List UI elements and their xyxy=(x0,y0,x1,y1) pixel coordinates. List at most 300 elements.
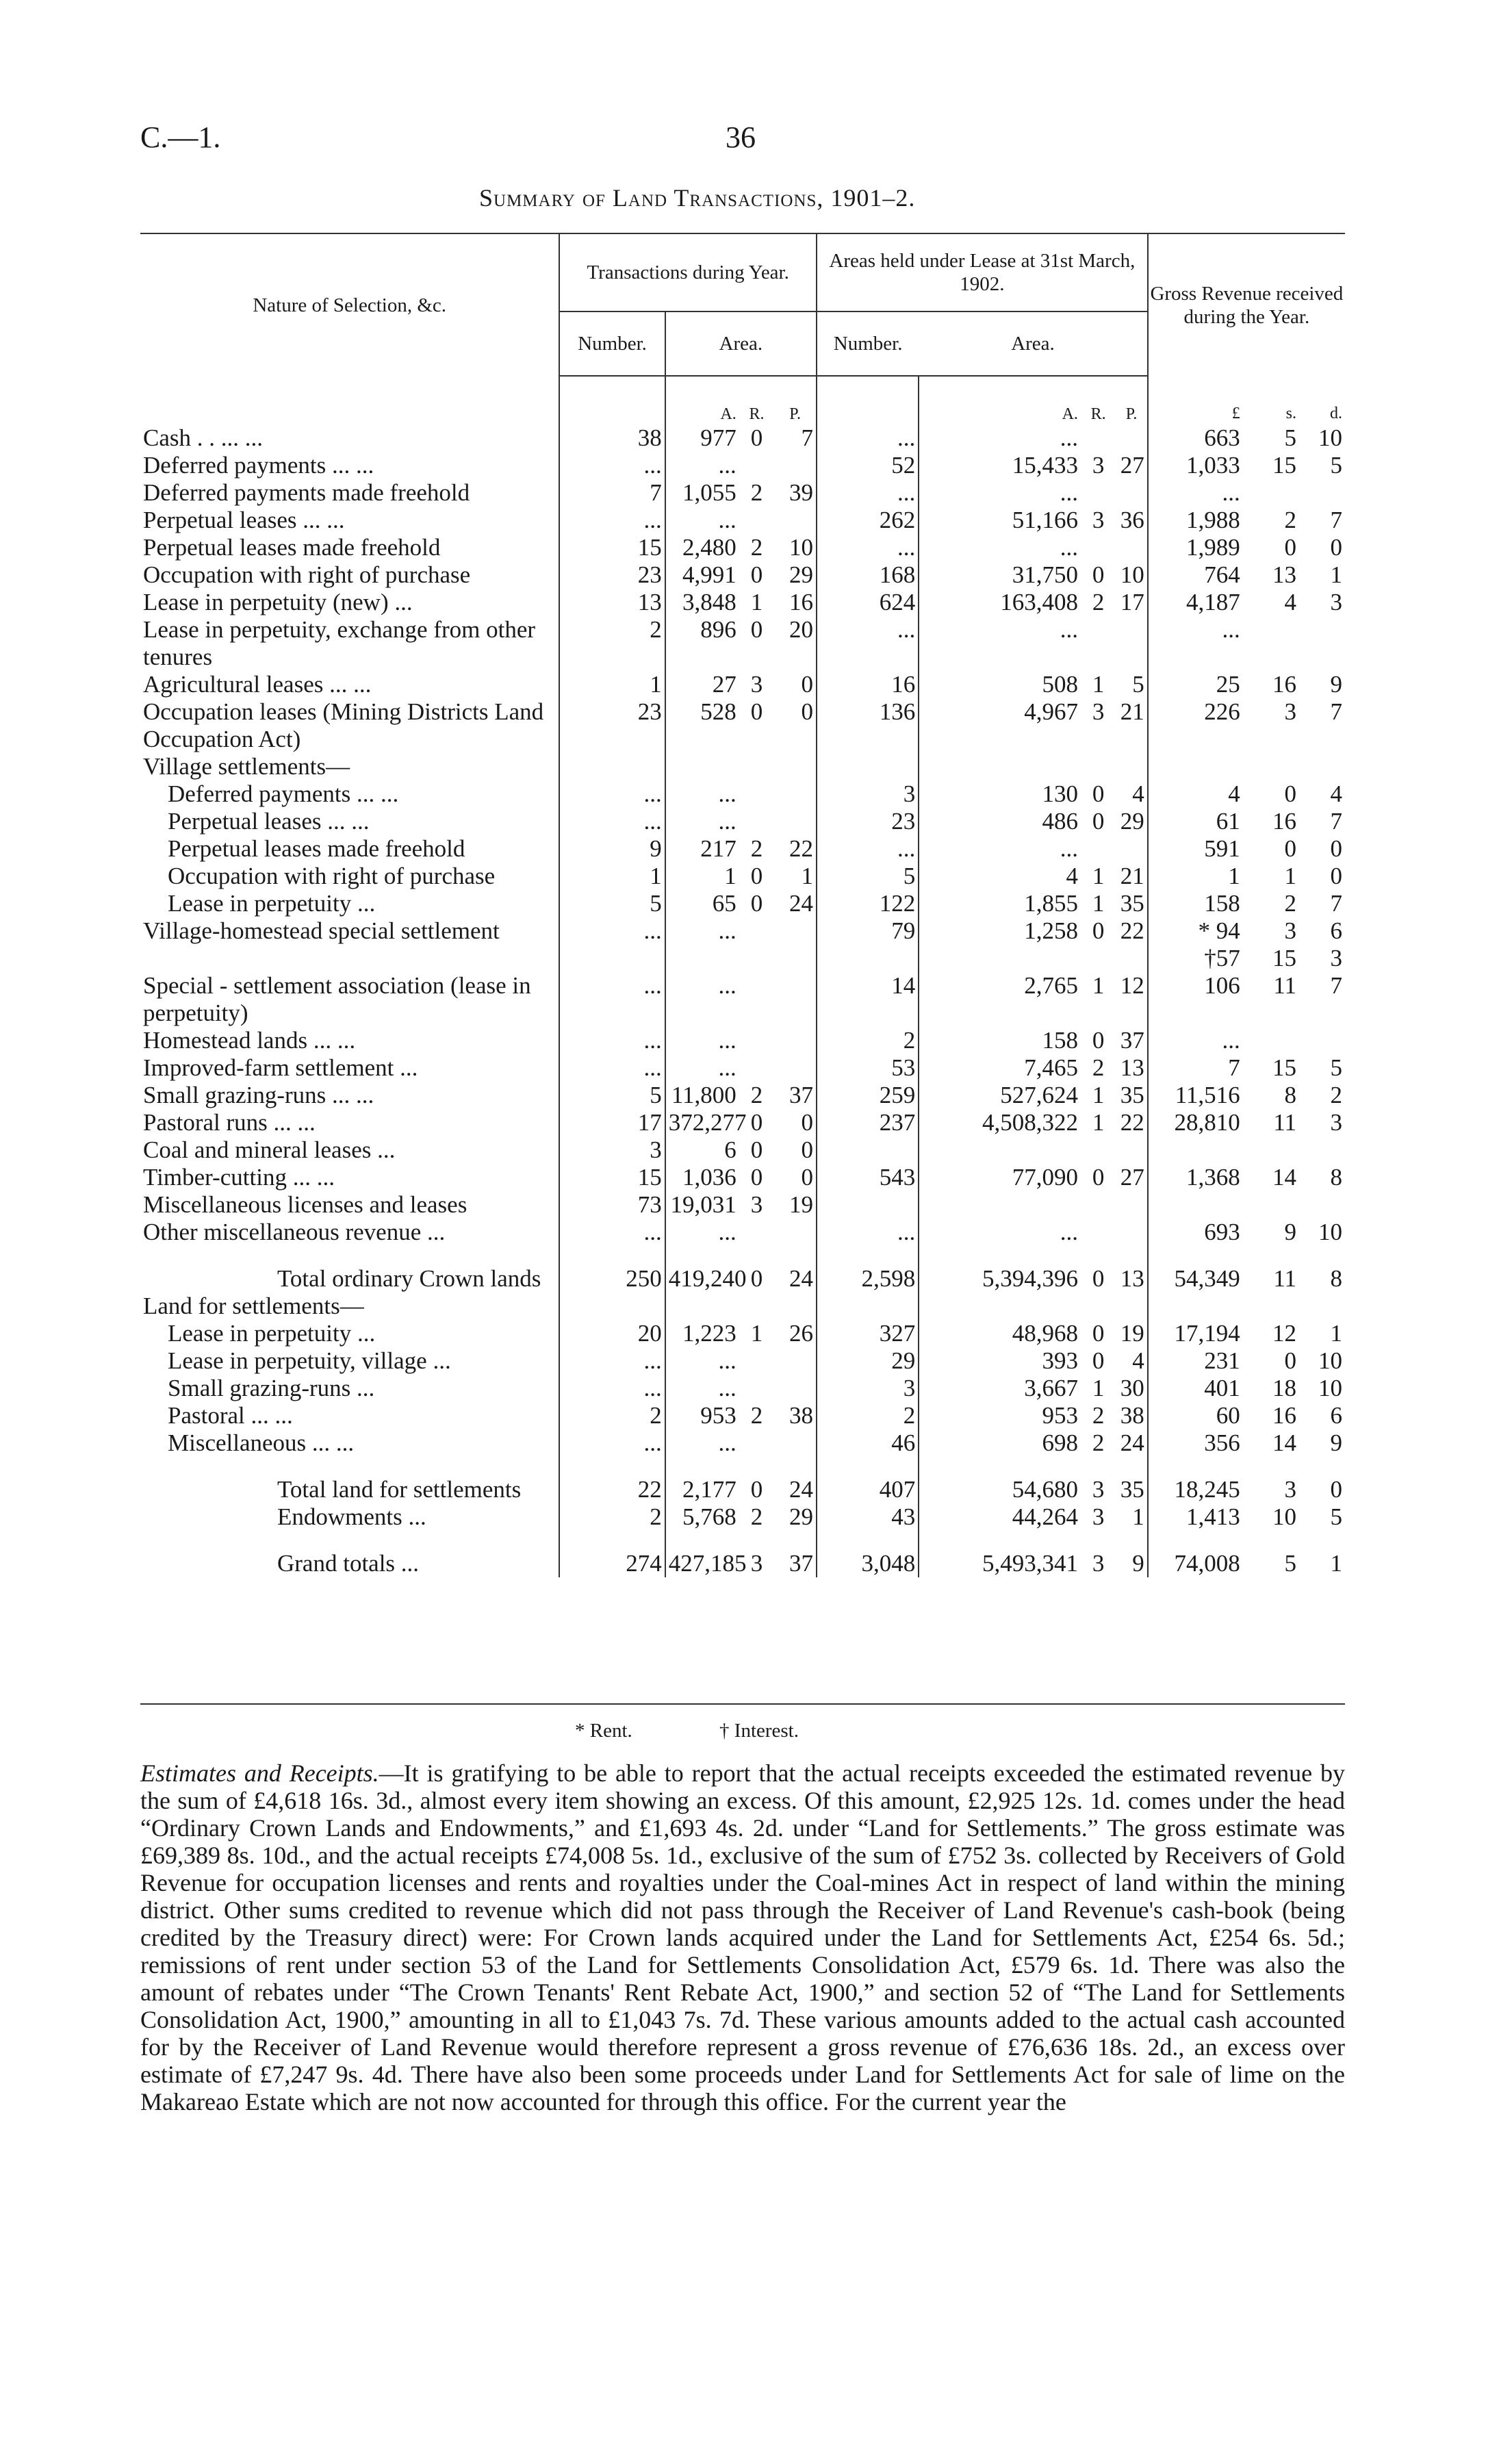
cell-n1: 17 xyxy=(559,1109,665,1136)
cell-p2: 13 xyxy=(1116,1054,1147,1082)
cell-a1: 27 xyxy=(712,671,736,698)
col-header-transactions: Transactions during Year. xyxy=(559,233,817,311)
cell-p2 xyxy=(1116,616,1147,671)
row-label: Pastoral ... ... xyxy=(140,1402,559,1429)
cell-d: 1 xyxy=(1330,1550,1342,1577)
cell-a1: ... xyxy=(718,780,736,807)
cell-p1: 1 xyxy=(774,863,817,890)
cell-r1: 2 xyxy=(750,835,763,862)
cell-p2: 19 xyxy=(1116,1320,1147,1347)
cell-r2: 1 xyxy=(1092,1375,1105,1401)
cell-s: 3 xyxy=(1284,917,1297,944)
cell-r1: 2 xyxy=(750,1082,763,1108)
col-header-number-2: Number. xyxy=(817,311,919,376)
cell-n1: 5 xyxy=(559,1082,665,1109)
cell-l: 25 xyxy=(1216,671,1240,698)
cell-l: 11,516 xyxy=(1175,1082,1240,1108)
cell-s: 5 xyxy=(1284,424,1297,451)
table-row xyxy=(140,1347,1345,1375)
row-label: Special - settlement association (lease in perpetuity) xyxy=(140,972,559,1027)
cell-p1: 26 xyxy=(774,1320,817,1347)
col-header-number-1: Number. xyxy=(559,311,665,376)
cell-r1: 1 xyxy=(750,1320,763,1347)
cell-p2 xyxy=(1116,424,1147,452)
cell-p2: 4 xyxy=(1116,780,1147,808)
cell-d: 7 xyxy=(1330,972,1342,999)
row-label: Grand totals ... xyxy=(140,1550,559,1577)
cell-r1 xyxy=(739,1375,774,1402)
table-row xyxy=(140,452,1345,479)
cell-a1: ... xyxy=(718,507,736,533)
cell-r2 xyxy=(1081,1191,1116,1219)
cell-a1: 2,480 xyxy=(682,534,736,561)
cell-d xyxy=(1299,1136,1345,1164)
unit-acres: A. xyxy=(720,405,736,423)
unit-roods: R. xyxy=(749,405,765,423)
cell-l: ... xyxy=(1222,479,1240,506)
cell-p1: 19 xyxy=(774,1191,817,1219)
cell-r1 xyxy=(739,780,774,808)
cell-r2: 0 xyxy=(1092,561,1105,588)
cell-p2 xyxy=(1116,835,1147,863)
row-label: Miscellaneous ... ... xyxy=(140,1429,559,1457)
cell-p2: 22 xyxy=(1116,917,1147,945)
cell-r1 xyxy=(739,808,774,835)
cell-n1: 3 xyxy=(559,1136,665,1164)
cell-s: 13 xyxy=(1272,561,1297,588)
cell-a1: 1,055 xyxy=(682,479,736,506)
cell-a2: 4 xyxy=(1066,863,1078,889)
cell-l: 226 xyxy=(1204,698,1240,725)
cell-n2: 23 xyxy=(817,808,919,835)
cell-p1: 24 xyxy=(774,890,817,917)
cell-a2: 486 xyxy=(1042,808,1078,835)
table-row xyxy=(140,835,1345,863)
cell-p2 xyxy=(1116,1219,1147,1246)
table-row xyxy=(140,534,1345,561)
unit-acres: A. xyxy=(1062,405,1078,423)
cell-p2: 21 xyxy=(1116,698,1147,753)
cell-p2: 35 xyxy=(1116,1082,1147,1109)
cell-d: 6 xyxy=(1330,1402,1342,1429)
cell-s: 18 xyxy=(1272,1375,1297,1401)
cell-r1: 3 xyxy=(750,1550,763,1577)
cell-n1: ... xyxy=(559,452,665,479)
cell-a1: 372,277 xyxy=(668,1109,747,1136)
cell-s: 16 xyxy=(1272,1402,1297,1429)
cell-p1: 24 xyxy=(774,1265,817,1293)
cell-p2: 17 xyxy=(1116,589,1147,616)
cell-r1 xyxy=(739,1429,774,1457)
cell-l: 1,988 xyxy=(1186,507,1240,533)
table-bottom-rule xyxy=(140,1703,1345,1705)
cell-r2: 2 xyxy=(1092,1054,1105,1081)
cell-l: 158 xyxy=(1204,890,1240,917)
cell-r2 xyxy=(1081,1136,1116,1164)
cell-d: 3 xyxy=(1330,1109,1342,1136)
row-label: Timber-cutting ... ... xyxy=(140,1164,559,1191)
cell-r2: 0 xyxy=(1092,1320,1105,1347)
cell-l: 28,810 xyxy=(1174,1109,1240,1136)
cell-n2: ... xyxy=(817,835,919,863)
row-label: Total ordinary Crown lands xyxy=(140,1265,559,1293)
cell-a1: 977 xyxy=(700,424,736,451)
cell-r2: 1 xyxy=(1092,890,1105,917)
cell-s: 14 xyxy=(1272,1164,1297,1191)
cell-s: 11 xyxy=(1273,972,1297,999)
cell-n2: 3 xyxy=(817,780,919,808)
footnotes xyxy=(575,1720,1054,1742)
cell-d: 4 xyxy=(1330,780,1342,807)
unit-roods: R. xyxy=(1090,405,1106,423)
cell-r2: 0 xyxy=(1092,1027,1105,1054)
cell-p1 xyxy=(774,917,817,945)
cell-r2: 3 xyxy=(1092,1503,1105,1530)
cell-s: 5 xyxy=(1284,1550,1297,1577)
table-body xyxy=(140,376,1345,1577)
row-label: Village settlements— xyxy=(140,753,559,780)
cell-p1: 39 xyxy=(774,479,817,507)
cell-a2: 54,680 xyxy=(1012,1476,1078,1503)
cell-a2 xyxy=(919,1191,1081,1219)
cell-a2: 130 xyxy=(1042,780,1078,807)
cell-n2: 168 xyxy=(817,561,919,589)
row-label: Improved-farm settlement ... xyxy=(140,1054,559,1082)
cell-r2 xyxy=(1081,835,1116,863)
cell-n2: 543 xyxy=(817,1164,919,1191)
cell-p1: 37 xyxy=(774,1082,817,1109)
endowments-row xyxy=(140,1503,1345,1531)
cell-n1: 2 xyxy=(559,1402,665,1429)
cell-l: 1,033 xyxy=(1186,452,1240,479)
table-row-continuation xyxy=(140,945,1345,972)
cell-s: 0 xyxy=(1284,534,1297,561)
cell-n1: ... xyxy=(559,1054,665,1082)
cell-n1: ... xyxy=(559,972,665,1027)
cell-a2 xyxy=(919,1136,1081,1164)
cell-n2: ... xyxy=(817,616,919,671)
cell-r2: 3 xyxy=(1092,1476,1105,1503)
cell-r2 xyxy=(1081,616,1116,671)
cell-a2: 2,765 xyxy=(1024,972,1078,999)
cell-n2 xyxy=(817,1191,919,1219)
table-row xyxy=(140,424,1345,452)
row-label: Pastoral runs ... ... xyxy=(140,1109,559,1136)
table-row xyxy=(140,671,1345,698)
cell-a2: 4,967 xyxy=(1024,698,1078,725)
cell-n1: 13 xyxy=(559,589,665,616)
table-row xyxy=(140,1027,1345,1054)
cell-d: 8 xyxy=(1330,1164,1342,1191)
cell-r1 xyxy=(739,1347,774,1375)
cell-s: 11 xyxy=(1273,1265,1297,1292)
cell-d: 0 xyxy=(1330,835,1342,862)
cell-p1: 37 xyxy=(774,1550,817,1577)
cell-s: 15 xyxy=(1272,1054,1297,1081)
table-row xyxy=(140,1082,1345,1109)
cell-n1: 274 xyxy=(559,1550,665,1577)
cell-a1: 19,031 xyxy=(670,1191,736,1218)
cell-a2: 31,750 xyxy=(1012,561,1078,588)
row-label: Occupation leases (Mining Districts Land Occupation Act) xyxy=(140,698,559,753)
cell-l: 231 xyxy=(1204,1347,1240,1374)
settlements-heading: Land for settlements— xyxy=(140,1293,559,1320)
cell-s: 0 xyxy=(1284,780,1297,807)
cell-n2: 624 xyxy=(817,589,919,616)
cell-n1: ... xyxy=(559,1219,665,1246)
cell-n1: 22 xyxy=(559,1476,665,1503)
cell-r1: 0 xyxy=(750,1164,763,1191)
cell-a2: 508 xyxy=(1042,671,1078,698)
row-label: Homestead lands ... ... xyxy=(140,1027,559,1054)
cell-n2: 2 xyxy=(817,1027,919,1054)
cell-r1: 0 xyxy=(750,616,763,643)
cell-d: 3 xyxy=(1330,589,1342,615)
cell-r2: 2 xyxy=(1092,1402,1105,1429)
cell-l xyxy=(1148,1191,1243,1219)
cell-p1: 0 xyxy=(774,698,817,753)
cell-l: 1,413 xyxy=(1186,1503,1240,1530)
cell-r2: 0 xyxy=(1092,808,1105,835)
cell-n1: ... xyxy=(559,507,665,534)
paragraph-text: —It is gratifying to be able to report that the actual receipts exceeded the estimated revenue by the sum of £4,618 16s. 3d., almost every item showing an excess. Of this amount, £2,925 12s. 1d. comes under the head “Ordinary Crown Lands and Endowments,” and £1,693 4s. 2d. under “Land for Settlements.” The gross estimate was £69,389 8s. 10d., and the actual receipts £74,008 5s. 1d., exclusive of the sum of £752 3s. collected by Receivers of Gold Revenue for occupation licenses and rents and royalties under the Coal-mines Act in respect of land within the mining district. Other sums credited to revenue which did not pass through the Receiver of Land Revenue's cash-book (being credited by the Treasury direct) were: For Crown lands acquired under the Land for Settlements Act, £254 6s. 5d.; remissions of rent under section 53 of the Land for Settlements Consolidation Act, £579 6s. 1d. There was also the amount of rebates under “The Crown Tenants' Rent Rebate Act, 1900,” and section 52 of “The Land for Settlements Consolidation Act, 1900,” amounting in all to £1,043 7s. 7d. These various amounts added to the actual cash accounted for by the Receiver of Land Revenue would therefore represent a gross revenue of £76,636 18s. 2d., an excess over estimate of £7,247 9s. 4d. There have also been some proceeds under Land for Settlements Act for sale of lime on the Makareao Estate which are not now accounted for through this office. For the current year the xyxy=(140,1759,1345,2115)
cell-s: 3 xyxy=(1284,698,1297,725)
cell-n2: 3,048 xyxy=(817,1550,919,1577)
cell-a2: ... xyxy=(1060,479,1078,506)
total-settlements-row xyxy=(140,1476,1345,1503)
cell-a1: ... xyxy=(718,917,736,944)
col-header-gross-revenue: Gross Revenue received during the Year. xyxy=(1148,233,1345,376)
cell-d: 0 xyxy=(1330,534,1342,561)
cell-n2 xyxy=(817,1136,919,1164)
cell-a2: 77,090 xyxy=(1012,1164,1078,1191)
cell-a2: 4,508,322 xyxy=(982,1109,1078,1136)
cell-r2: 0 xyxy=(1092,1347,1105,1374)
cell-a1: 217 xyxy=(700,835,736,862)
footnote-rent: * Rent. xyxy=(575,1720,632,1742)
cell-l: 61 xyxy=(1216,808,1240,835)
cell-d: 7 xyxy=(1330,698,1342,725)
cell-p2: 1 xyxy=(1116,1503,1147,1531)
row-label: Endowments ... xyxy=(140,1503,559,1531)
cell-p2: 27 xyxy=(1116,1164,1147,1191)
cell-n1: 23 xyxy=(559,698,665,753)
land-transactions-table xyxy=(140,233,1345,1577)
cell-r1: 3 xyxy=(750,671,763,698)
cell-p2: 37 xyxy=(1116,1027,1147,1054)
cell-a1: 11,800 xyxy=(671,1082,736,1108)
cell-n2: ... xyxy=(817,424,919,452)
cell-p1 xyxy=(774,1027,817,1054)
cell-n2: 46 xyxy=(817,1429,919,1457)
cell-p2: 29 xyxy=(1116,808,1147,835)
cell-p2: 35 xyxy=(1116,1476,1147,1503)
cell-s: 0 xyxy=(1284,1347,1297,1374)
cell-n1: 1 xyxy=(559,863,665,890)
row-label: Small grazing-runs ... xyxy=(140,1375,559,1402)
cell-p2: 35 xyxy=(1116,890,1147,917)
cell-p2: 24 xyxy=(1116,1429,1147,1457)
cell-d: 9 xyxy=(1330,671,1342,698)
cell-p1 xyxy=(774,452,817,479)
cell-p1: 7 xyxy=(774,424,817,452)
cell-n1: 5 xyxy=(559,890,665,917)
cell-a2: 48,968 xyxy=(1012,1320,1078,1347)
cell-n2: 2 xyxy=(817,1402,919,1429)
cell-n2: 52 xyxy=(817,452,919,479)
cell-a2: ... xyxy=(1060,1219,1078,1245)
cell-s: 14 xyxy=(1272,1429,1297,1456)
total-ordinary-row xyxy=(140,1265,1345,1293)
cell-r1: 0 xyxy=(750,890,763,917)
cell-a1: ... xyxy=(718,1054,736,1081)
cell-s: 4 xyxy=(1284,589,1297,615)
unit-pence: d. xyxy=(1330,405,1342,422)
cell-p1: 10 xyxy=(774,534,817,561)
table-row xyxy=(140,1429,1345,1457)
cell-p2: 21 xyxy=(1116,863,1147,890)
cell-d xyxy=(1299,1191,1345,1219)
cell-l: 693 xyxy=(1204,1219,1240,1245)
cell-r2 xyxy=(1081,1219,1116,1246)
table-row xyxy=(140,698,1345,753)
cell-n1: 2 xyxy=(559,1503,665,1531)
cell-p2: 27 xyxy=(1116,452,1147,479)
cell-n1: 38 xyxy=(559,424,665,452)
row-label: Small grazing-runs ... ... xyxy=(140,1082,559,1109)
row-label: Perpetual leases made freehold xyxy=(140,534,559,561)
cell-a2: 5,493,341 xyxy=(982,1550,1078,1577)
cell-n2: 14 xyxy=(817,972,919,1027)
cell-r1 xyxy=(739,1027,774,1054)
cell-r1 xyxy=(739,972,774,1027)
cell-p2: 22 xyxy=(1116,1109,1147,1136)
table-row xyxy=(140,972,1345,1027)
page-number: 36 xyxy=(726,120,756,154)
cell-r2: 1 xyxy=(1092,1082,1105,1108)
cell-s_b: 15 xyxy=(1272,945,1297,971)
cell-a2: 1,258 xyxy=(1024,917,1078,944)
cell-n2: 259 xyxy=(817,1082,919,1109)
cell-p2 xyxy=(1116,1136,1147,1164)
cell-l: 764 xyxy=(1204,561,1240,588)
cell-a2: 158 xyxy=(1042,1027,1078,1054)
cell-a2: 7,465 xyxy=(1024,1054,1078,1081)
cell-r2: 3 xyxy=(1092,452,1105,479)
cell-r1 xyxy=(739,452,774,479)
table-row xyxy=(140,561,1345,589)
cell-a2: 953 xyxy=(1042,1402,1078,1429)
cell-l: 401 xyxy=(1204,1375,1240,1401)
table-row xyxy=(140,1054,1345,1082)
table-row xyxy=(140,1109,1345,1136)
cell-l: 54,349 xyxy=(1174,1265,1240,1292)
cell-p2: 12 xyxy=(1116,972,1147,1027)
cell-a1: 528 xyxy=(700,698,736,725)
cell-r1: 0 xyxy=(750,863,763,889)
cell-n1: 9 xyxy=(559,835,665,863)
cell-a1: 6 xyxy=(724,1136,736,1163)
row-label: Lease in perpetuity (new) ... xyxy=(140,589,559,616)
cell-n1: ... xyxy=(559,1429,665,1457)
cell-n2: 53 xyxy=(817,1054,919,1082)
cell-d: 7 xyxy=(1330,808,1342,835)
row-label: Agricultural leases ... ... xyxy=(140,671,559,698)
cell-n1: 7 xyxy=(559,479,665,507)
cell-d: 0 xyxy=(1330,863,1342,889)
grand-totals-row xyxy=(140,1550,1345,1577)
cell-a1: ... xyxy=(718,1429,736,1456)
cell-r1: 0 xyxy=(750,1476,763,1503)
row-label: Lease in perpetuity ... xyxy=(140,1320,559,1347)
cell-a2: 51,166 xyxy=(1012,507,1078,533)
cell-a1: 3,848 xyxy=(682,589,736,615)
settlements-heading-row xyxy=(140,1293,1345,1320)
paragraph-lead: Estimates and Receipts. xyxy=(140,1759,379,1787)
cell-p2: 10 xyxy=(1116,561,1147,589)
col-header-area-2: Area. xyxy=(919,311,1148,376)
table-row xyxy=(140,780,1345,808)
cell-a2: 44,264 xyxy=(1012,1503,1078,1530)
cell-a2: ... xyxy=(1060,835,1078,862)
cell-r1: 2 xyxy=(750,1503,763,1530)
cell-a1: 4,991 xyxy=(682,561,736,588)
cell-d xyxy=(1299,479,1345,507)
cell-d: 0 xyxy=(1330,1476,1342,1503)
cell-a1: ... xyxy=(718,1347,736,1374)
cell-l: 591 xyxy=(1204,835,1240,862)
cell-p2 xyxy=(1116,1191,1147,1219)
cell-p2: 9 xyxy=(1116,1550,1147,1577)
table-row xyxy=(140,1219,1345,1246)
row-label: Perpetual leases ... ... xyxy=(140,808,559,835)
cell-a2: 5,394,396 xyxy=(982,1265,1078,1292)
cell-n2: 407 xyxy=(817,1476,919,1503)
cell-n1: 23 xyxy=(559,561,665,589)
row-label: Lease in perpetuity, exchange from other tenures xyxy=(140,616,559,671)
cell-l: 74,008 xyxy=(1174,1550,1240,1577)
cell-a2: ... xyxy=(1060,424,1078,451)
cell-s: 11 xyxy=(1273,1109,1297,1136)
cell-a1: 896 xyxy=(700,616,736,643)
cell-l xyxy=(1148,1136,1243,1164)
row-label: Lease in perpetuity, village ... xyxy=(140,1347,559,1375)
cell-s: 10 xyxy=(1272,1503,1297,1530)
table-row xyxy=(140,917,1345,945)
cell-p1: 16 xyxy=(774,589,817,616)
cell-n1: ... xyxy=(559,917,665,945)
cell-p2: 4 xyxy=(1116,1347,1147,1375)
cell-n2: ... xyxy=(817,1219,919,1246)
cell-p2: 5 xyxy=(1116,671,1147,698)
cell-n1: ... xyxy=(559,1027,665,1054)
cell-p1 xyxy=(774,1054,817,1082)
cell-r2: 0 xyxy=(1092,780,1105,807)
cell-a1: ... xyxy=(718,808,736,835)
cell-s xyxy=(1243,1027,1299,1054)
table-row xyxy=(140,1402,1345,1429)
table-row xyxy=(140,890,1345,917)
table-row xyxy=(140,1191,1345,1219)
cell-r2: 1 xyxy=(1092,972,1105,999)
cell-a1: 419,240 xyxy=(668,1265,747,1292)
cell-l: 17,194 xyxy=(1174,1320,1240,1347)
cell-p1: 22 xyxy=(774,835,817,863)
cell-d: 2 xyxy=(1330,1082,1342,1108)
cell-d: 1 xyxy=(1330,1320,1342,1347)
cell-r2: 3 xyxy=(1092,1550,1105,1577)
cell-l: 7 xyxy=(1228,1054,1240,1081)
